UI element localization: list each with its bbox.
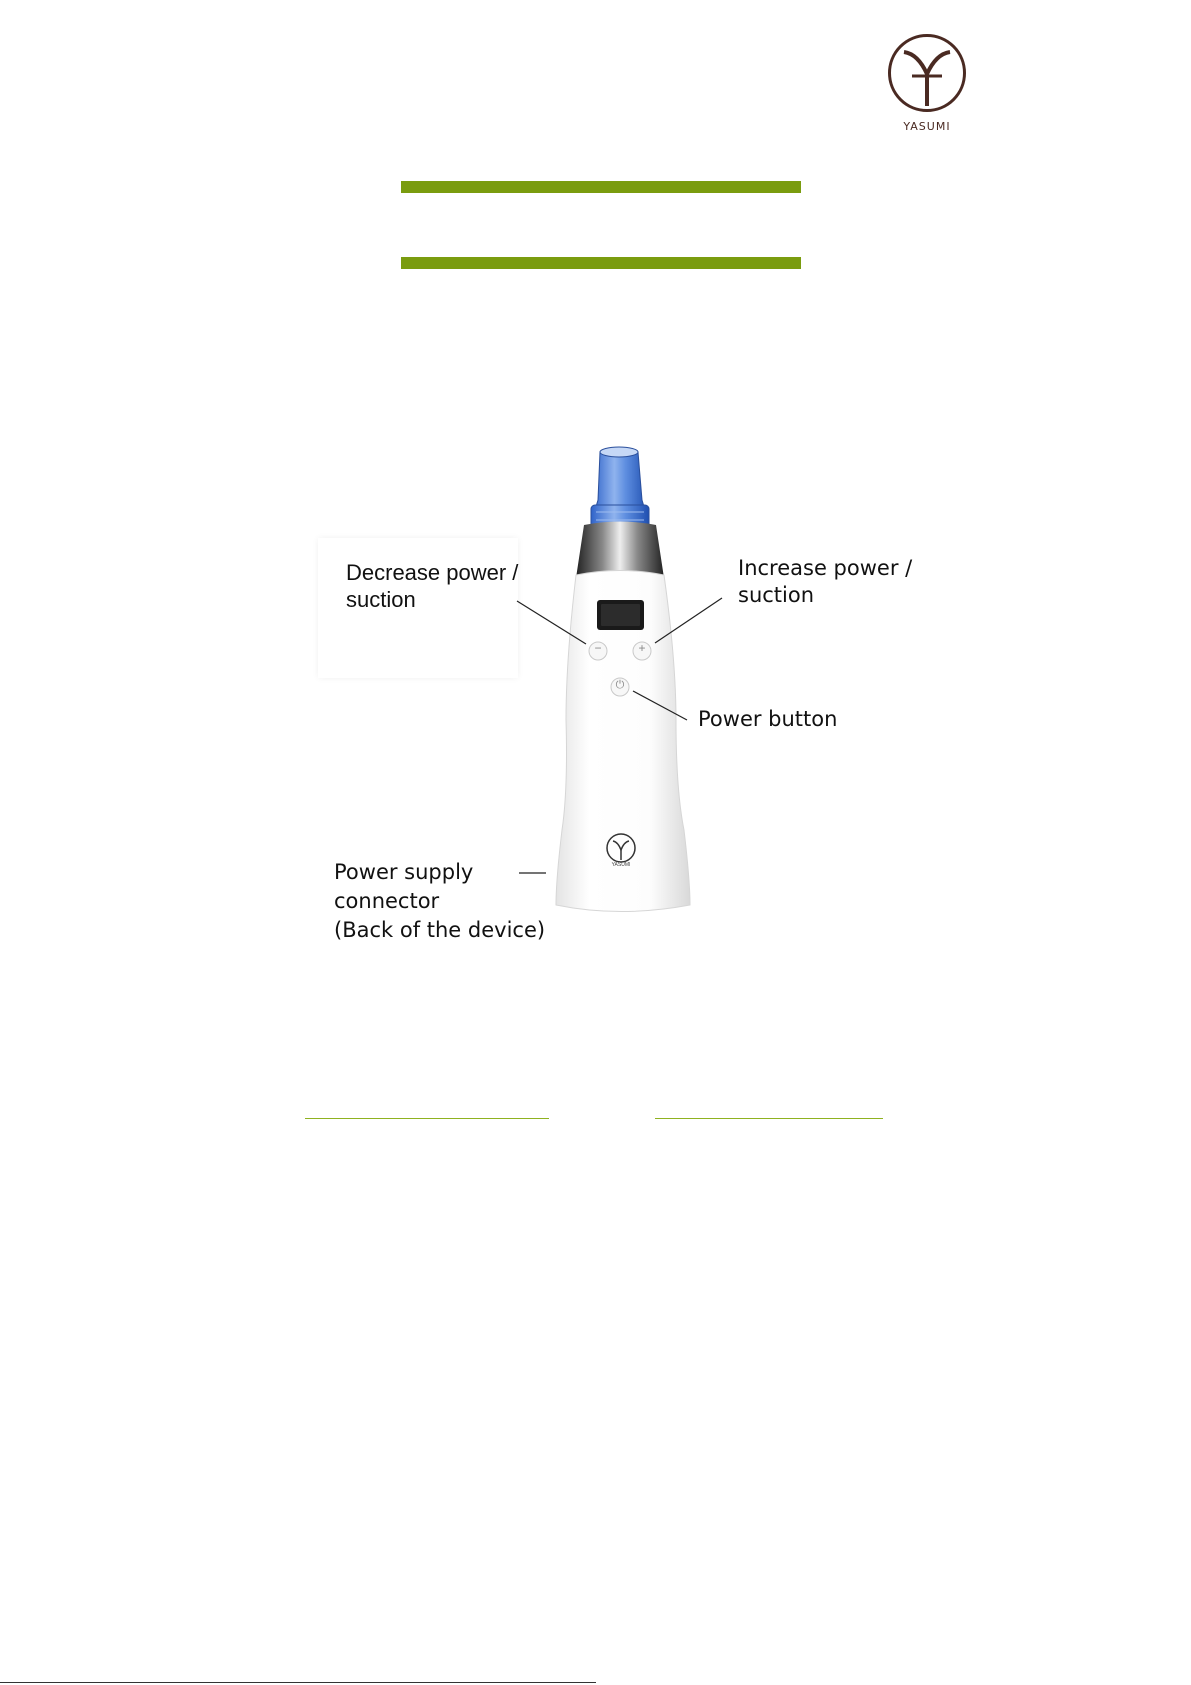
blank-line-right: [655, 1118, 883, 1119]
minus-glyph: −: [594, 641, 602, 655]
label-decrease-line1: Decrease power /: [346, 560, 519, 585]
label-supply-line1: Power supply: [334, 860, 474, 884]
power-glyph: ⏻: [615, 678, 625, 691]
label-increase-line2: suction: [738, 583, 815, 607]
logo-text: YASUMI: [903, 120, 951, 133]
label-power-button: Power button: [698, 707, 838, 731]
blank-line-left: [305, 1118, 549, 1119]
label-supply-line3: (Back of the device): [334, 918, 546, 942]
device-logo-text: YASUMI: [611, 862, 631, 868]
label-supply-line2: connector: [334, 889, 440, 913]
label-increase-line1: Increase power /: [738, 556, 913, 580]
footer-rule: [0, 1682, 596, 1683]
label-decrease: [346, 559, 518, 613]
plus-glyph: +: [638, 641, 646, 655]
label-increase: [738, 555, 912, 609]
label-power-supply: [334, 858, 545, 945]
device-collar: [576, 522, 664, 579]
label-decrease-line2: suction: [346, 587, 416, 612]
